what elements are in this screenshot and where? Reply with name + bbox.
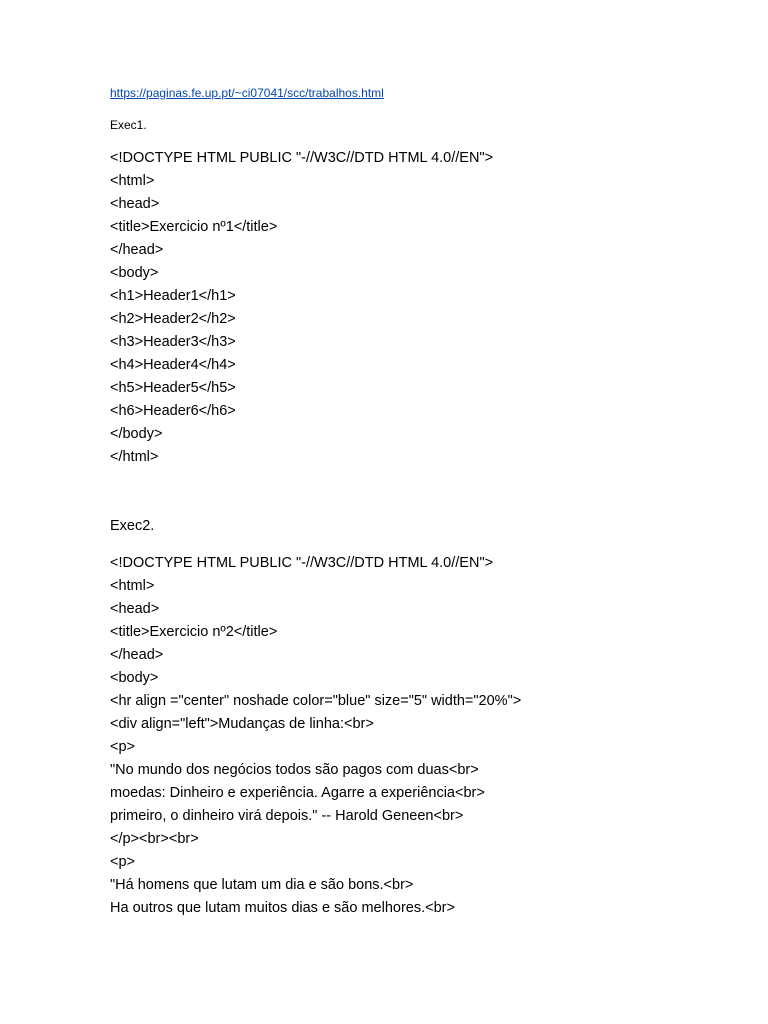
code-line: </body>	[110, 426, 163, 442]
code-line: <h3>Header3</h3>	[110, 334, 236, 350]
exec1-label: Exec1.	[110, 118, 147, 132]
code-line: <title>Exercicio nº2</title>	[110, 624, 278, 640]
code-line: <h4>Header4</h4>	[110, 357, 236, 373]
code-line: <h6>Header6</h6>	[110, 403, 236, 419]
code-line: moedas: Dinheiro e experiência. Agarre a experiência<br>	[110, 785, 485, 801]
code-line: <p>	[110, 739, 135, 755]
code-line: <html>	[110, 173, 155, 189]
code-line: "No mundo dos negócios todos são pagos com duas<br>	[110, 762, 479, 778]
code-line: <head>	[110, 196, 160, 212]
exec1-code-block	[110, 147, 493, 469]
code-line: <h5>Header5</h5>	[110, 380, 236, 396]
code-line: </p><br><br>	[110, 831, 199, 847]
code-line: "Há homens que lutam um dia e são bons.<br>	[110, 877, 414, 893]
code-line: <html>	[110, 578, 155, 594]
code-line: <title>Exercicio nº1</title>	[110, 219, 278, 235]
code-line: Ha outros que lutam muitos dias e são melhores.<br>	[110, 900, 455, 916]
code-line: <head>	[110, 601, 160, 617]
code-line: </head>	[110, 242, 164, 258]
code-line: <hr align ="center" noshade color="blue" size="5" width="20%">	[110, 693, 522, 709]
code-line: <!DOCTYPE HTML PUBLIC "-//W3C//DTD HTML 4.0//EN">	[110, 555, 494, 571]
code-line: <p>	[110, 854, 135, 870]
code-line: </head>	[110, 647, 164, 663]
exec2-label: Exec2.	[110, 518, 155, 534]
code-line: </html>	[110, 449, 159, 465]
trabalhos-link[interactable]: https://paginas.fe.up.pt/~ci07041/scc/trabalhos.html	[110, 86, 384, 100]
code-line: <body>	[110, 265, 159, 281]
code-line: <h1>Header1</h1>	[110, 288, 236, 304]
code-line: primeiro, o dinheiro virá depois." -- Harold Geneen<br>	[110, 808, 464, 824]
exec2-code-block	[110, 552, 521, 920]
code-line: <div align="left">Mudanças de linha:<br>	[110, 716, 374, 732]
code-line: <!DOCTYPE HTML PUBLIC "-//W3C//DTD HTML 4.0//EN">	[110, 150, 494, 166]
code-line: <body>	[110, 670, 159, 686]
code-line: <h2>Header2</h2>	[110, 311, 236, 327]
